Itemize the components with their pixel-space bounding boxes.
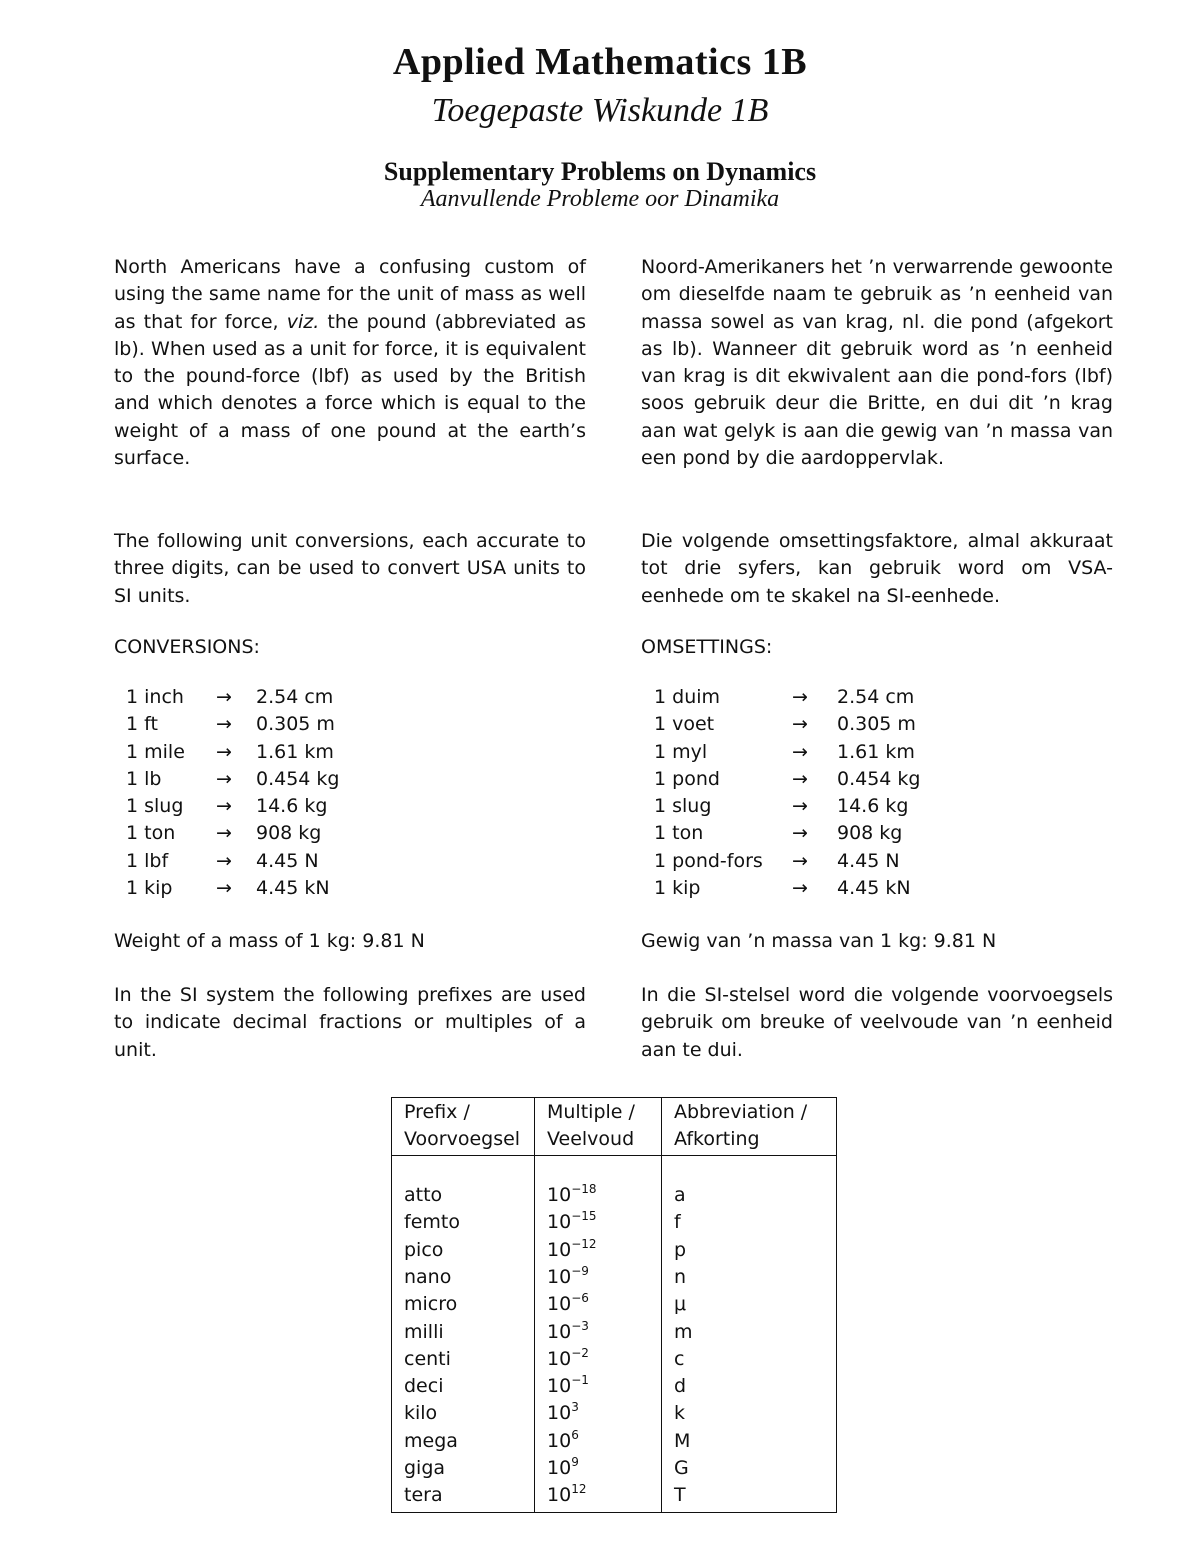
- arrow-icon: →: [216, 767, 232, 790]
- conversion-row: [654, 820, 994, 847]
- multiple-exponent: 12: [571, 1482, 587, 1497]
- afrikaans-prefix-intro: [641, 982, 1113, 1064]
- conversion-from: 1 mile: [126, 740, 185, 763]
- multiple-base: 10: [547, 1375, 572, 1398]
- conversion-row: [126, 875, 426, 902]
- prefix-table: [391, 1097, 837, 1513]
- page-title: Applied Mathematics 1B: [392, 41, 808, 83]
- table-cell-multiple: [547, 1428, 579, 1457]
- conversion-row: [654, 848, 994, 875]
- conversion-to: 4.45 N: [256, 849, 319, 872]
- table-cell-multiple: [547, 1400, 579, 1429]
- table-cell-prefix: nano: [404, 1265, 452, 1288]
- conversion-to: 4.45 N: [837, 849, 900, 872]
- multiple-base: 10: [547, 1347, 572, 1370]
- multiple-base: 10: [547, 1402, 572, 1425]
- conversion-to: 4.45 kN: [256, 877, 330, 900]
- table-cell-multiple: [547, 1264, 589, 1293]
- arrow-icon: →: [792, 822, 808, 845]
- english-weight-line: Weight of a mass of 1 kg: 9.81 N: [114, 930, 425, 952]
- conversion-to: 14.6 kg: [837, 795, 909, 818]
- multiple-exponent: 6: [571, 1427, 579, 1442]
- conversion-row: [126, 739, 426, 766]
- conversion-row: [126, 848, 426, 875]
- multiple-exponent: −3: [571, 1318, 589, 1333]
- table-cell-abbreviation: k: [674, 1402, 686, 1425]
- table-cell-multiple: [547, 1455, 579, 1484]
- multiple-exponent: −9: [571, 1263, 589, 1278]
- arrow-icon: →: [792, 713, 808, 736]
- afrikaans-intro-text: Noord-Amerikaners het ’n verwarrende gewoonte om dieselfde naam te gebruik as ’n eenheid van massa sowel as van krag, nl. die pond (afgekort as lb). Wanneer dit gebruik word as ’n eenheid van krag is dit ekwivalent aan die pond-fors (lbf) soos gebruik deur die Britte, en dui dit ’n krag aan wat gelyk is aan die gewig van ’n massa van een pond by die aardoppervlak.: [641, 256, 1113, 470]
- conversion-row: [126, 711, 426, 738]
- header-prefix-en: Prefix /: [404, 1101, 470, 1123]
- table-header-prefix: [404, 1099, 520, 1154]
- table-header-abbreviation: [674, 1099, 807, 1154]
- arrow-icon: →: [216, 849, 232, 872]
- arrow-icon: →: [792, 740, 808, 763]
- conversion-from: 1 ton: [126, 822, 176, 845]
- conversion-to: 908 kg: [256, 822, 322, 845]
- conversion-row: [126, 820, 426, 847]
- multiple-base: 10: [547, 1293, 572, 1316]
- english-intro-part-b: the pound (abbreviated as lb). When used as a unit for force, it is equivalent to the pound-force (lbf) as used by the British and which denotes a force which is equal to the weight of a mass of one pound at the earth’s surface.: [114, 310, 586, 470]
- conversions-heading: CONVERSIONS:: [114, 636, 260, 658]
- table-cell-abbreviation: G: [674, 1457, 689, 1479]
- afrikaans-prefix-intro-text: In die SI-stelsel word die volgende voorvoegsels gebruik om breuke of veelvoude van ’n eenheid aan te dui.: [641, 984, 1113, 1061]
- english-conversions-intro-text: The following unit conversions, each accurate to three digits, can be used to convert USA units to SI units.: [114, 530, 586, 607]
- conversion-from: 1 myl: [654, 740, 708, 763]
- arrow-icon: →: [792, 767, 808, 790]
- afrikaans-conversions-list: [654, 684, 994, 902]
- table-cell-abbreviation: p: [674, 1238, 687, 1261]
- arrow-icon: →: [216, 686, 232, 708]
- conversion-to: 0.305 m: [837, 713, 916, 736]
- table-cell-abbreviation: a: [674, 1184, 686, 1206]
- arrow-icon: →: [216, 713, 232, 736]
- table-cell-multiple: [547, 1237, 597, 1266]
- multiple-base: 10: [547, 1265, 572, 1288]
- english-prefix-intro-text: In the SI system the following prefixes are used to indicate decimal fractions or multiples of a unit.: [114, 984, 586, 1061]
- table-cell-prefix: pico: [404, 1238, 444, 1261]
- table-cell-multiple: [547, 1346, 589, 1375]
- multiple-base: 10: [547, 1429, 572, 1452]
- table-cell-prefix: kilo: [404, 1402, 438, 1425]
- table-cell-multiple: [547, 1182, 597, 1211]
- arrow-icon: →: [792, 795, 808, 818]
- conversion-from: 1 pond: [654, 767, 720, 790]
- conversion-from: 1 duim: [654, 686, 721, 708]
- header-multiple-en: Multiple /: [547, 1101, 635, 1123]
- conversion-to: 0.454 kg: [837, 767, 921, 790]
- conversion-row: [654, 793, 994, 820]
- multiple-base: 10: [547, 1320, 572, 1343]
- conversion-row: [126, 684, 426, 711]
- english-conversions-list: [126, 684, 426, 902]
- conversion-to: 4.45 kN: [837, 877, 911, 900]
- conversion-to: 14.6 kg: [256, 795, 328, 818]
- multiple-base: 10: [547, 1238, 572, 1261]
- multiple-exponent: −12: [571, 1236, 597, 1251]
- arrow-icon: →: [792, 877, 808, 900]
- english-intro-part-a: North Americans have a confusing custom of using the same name for the unit of mass as well as that for force,: [114, 256, 586, 333]
- table-cell-abbreviation: c: [674, 1347, 685, 1370]
- afrikaans-conversions-intro: [641, 528, 1113, 610]
- arrow-icon: →: [216, 822, 232, 845]
- multiple-base: 10: [547, 1484, 572, 1507]
- multiple-base: 10: [547, 1184, 572, 1206]
- table-cell-abbreviation: μ: [674, 1293, 687, 1316]
- conversion-from: 1 ton: [654, 822, 704, 845]
- table-cell-multiple: [547, 1209, 597, 1238]
- conversion-to: 2.54 cm: [837, 686, 915, 708]
- table-cell-prefix: centi: [404, 1347, 451, 1370]
- conversion-from: 1 voet: [654, 713, 715, 736]
- arrow-icon: →: [216, 877, 232, 900]
- omsettings-heading: OMSETTINGS:: [641, 636, 773, 658]
- table-cell-abbreviation: n: [674, 1265, 687, 1288]
- table-header-rule: [392, 1155, 836, 1156]
- header-multiple-af: Veelvoud: [547, 1128, 635, 1151]
- conversion-row: [126, 766, 426, 793]
- conversion-to: 1.61 km: [256, 740, 334, 763]
- conversion-row: [654, 875, 994, 902]
- table-header-multiple: [547, 1099, 635, 1154]
- table-cell-prefix: mega: [404, 1429, 458, 1452]
- conversion-to: 2.54 cm: [256, 686, 334, 708]
- multiple-exponent: 9: [571, 1455, 579, 1469]
- conversion-from: 1 ft: [126, 713, 158, 736]
- conversion-from: 1 inch: [126, 686, 184, 708]
- page-title-afrikaans: Toegepaste Wiskunde 1B: [431, 92, 769, 129]
- table-cell-multiple: [547, 1319, 589, 1348]
- multiple-base: 10: [547, 1211, 572, 1234]
- arrow-icon: →: [216, 740, 232, 763]
- table-cell-abbreviation: M: [674, 1429, 691, 1452]
- conversion-from: 1 lbf: [126, 849, 169, 872]
- english-conversions-intro: [114, 528, 586, 610]
- conversion-from: 1 slug: [126, 795, 184, 818]
- table-cell-prefix: milli: [404, 1320, 444, 1343]
- table-cell-multiple: [547, 1291, 589, 1320]
- table-cell-abbreviation: T: [674, 1484, 686, 1507]
- conversion-to: 0.454 kg: [256, 767, 340, 790]
- multiple-exponent: −6: [571, 1291, 589, 1306]
- multiple-exponent: −15: [571, 1209, 597, 1224]
- conversion-row: [654, 711, 994, 738]
- conversion-from: 1 slug: [654, 795, 712, 818]
- viz-abbreviation: viz.: [286, 310, 320, 333]
- arrow-icon: →: [792, 849, 808, 872]
- conversion-from: 1 kip: [654, 877, 701, 900]
- english-intro-paragraph: [114, 254, 586, 472]
- table-cell-multiple: [547, 1373, 589, 1402]
- table-cell-prefix: giga: [404, 1457, 446, 1479]
- afrikaans-weight-line: Gewig van ’n massa van 1 kg: 9.81 N: [641, 930, 997, 952]
- conversion-from: 1 lb: [126, 767, 162, 790]
- conversion-from: 1 pond-fors: [654, 849, 763, 872]
- header-prefix-af: Voorvoegsel: [404, 1128, 521, 1151]
- table-cell-prefix: micro: [404, 1293, 458, 1316]
- table-cell-abbreviation: d: [674, 1375, 687, 1398]
- table-column-rule: [661, 1098, 662, 1512]
- header-abbreviation-af: Afkorting: [674, 1128, 760, 1151]
- conversion-to: 0.305 m: [256, 713, 335, 736]
- conversion-to: 1.61 km: [837, 740, 915, 763]
- table-cell-prefix: tera: [404, 1484, 443, 1507]
- multiple-base: 10: [547, 1457, 572, 1479]
- table-cell-multiple: [547, 1482, 586, 1511]
- afrikaans-conversions-intro-text: Die volgende omsettingsfaktore, almal akkuraat tot drie syfers, kan gebruik word om VSA-eenhede om te skakel na SI-eenhede.: [641, 530, 1113, 607]
- multiple-exponent: −1: [571, 1373, 589, 1388]
- table-cell-prefix: deci: [404, 1375, 444, 1398]
- conversion-row: [654, 739, 994, 766]
- english-prefix-intro: [114, 982, 586, 1064]
- conversion-row: [654, 684, 994, 711]
- table-cell-abbreviation: f: [674, 1211, 681, 1234]
- multiple-exponent: −2: [571, 1345, 589, 1360]
- page-subtitle: Supplementary Problems on Dynamics: [383, 157, 817, 186]
- table-column-rule: [534, 1098, 535, 1512]
- multiple-exponent: 3: [571, 1400, 579, 1415]
- header-abbreviation-en: Abbreviation /: [674, 1101, 808, 1123]
- conversion-row: [126, 793, 426, 820]
- arrow-icon: →: [216, 795, 232, 818]
- page-subtitle-afrikaans: Aanvullende Probleme oor Dinamika: [420, 186, 780, 212]
- afrikaans-intro-paragraph: [641, 254, 1113, 472]
- table-cell-abbreviation: m: [674, 1320, 693, 1343]
- table-cell-prefix: femto: [404, 1211, 460, 1234]
- conversion-to: 908 kg: [837, 822, 903, 845]
- multiple-exponent: −18: [571, 1182, 597, 1196]
- conversion-row: [654, 766, 994, 793]
- conversion-from: 1 kip: [126, 877, 173, 900]
- table-cell-prefix: atto: [404, 1184, 443, 1206]
- arrow-icon: →: [792, 686, 808, 708]
